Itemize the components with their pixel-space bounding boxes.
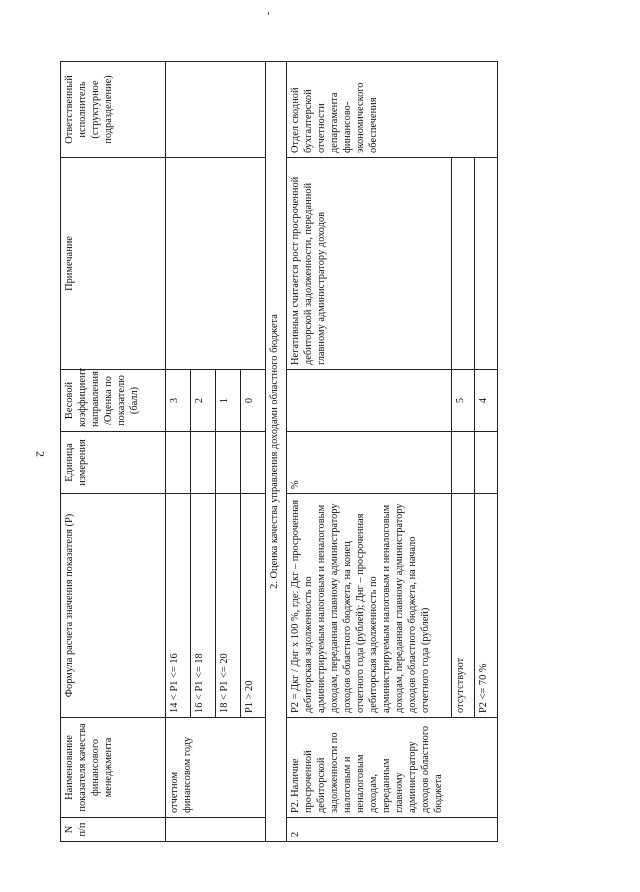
header-note: Примечание	[61, 158, 166, 370]
p2-unit-1	[452, 432, 475, 494]
header-unit: Единица измерения	[61, 432, 166, 494]
cont-unit	[191, 432, 216, 494]
cont-num	[166, 818, 266, 842]
p2-formula-2: P2 <= 70 %	[475, 494, 498, 718]
p2-score-2: 4	[475, 370, 498, 432]
cont-score-4: 0	[241, 370, 266, 432]
p2-note-2	[475, 158, 498, 370]
section-title: 2. Оценка качества управления доходами областного бюджета	[266, 62, 287, 842]
p2-note: Негативным считается рост просроченной дебиторской задолженности, переданной главному администратору доходов	[287, 158, 452, 370]
cont-score-1: 3	[166, 370, 191, 432]
cont-responsible	[166, 62, 266, 158]
cont-score-2: 2	[191, 370, 216, 432]
page-number: 2	[33, 451, 48, 457]
p2-score-1: 5	[452, 370, 475, 432]
header-responsible: Ответственный исполнитель (структурное подразделение)	[61, 62, 166, 158]
p2-formula: P2 = Дкг / Днг x 100 %, где: Дкг – просроченная дебиторская задолженность по администрируемым налоговым и неналоговым доходам, переданная главному администратору доходов областного бюджета, на конец отчетного года (рублей); Днг – просроченная дебиторская задолженность по администрируемым налоговым и неналоговым доходам, переданная главному администратору доходов областного бюджета, на начало отчетного года (рублей)	[287, 494, 452, 718]
cont-unit	[216, 432, 241, 494]
p2-responsible: Отдел сводной бухгалтерской отчетности департамента финансово-экономического обеспечения	[287, 62, 498, 158]
cont-unit	[166, 432, 191, 494]
p2-num: 2	[287, 818, 498, 842]
cont-note	[166, 158, 266, 370]
cont-unit	[241, 432, 266, 494]
cont-formula-4: P1 > 20	[241, 494, 266, 718]
p2-weight	[287, 370, 452, 432]
p2-name: P2. Наличие просроченной дебиторской задолженности по налоговым и неналоговым доходам, переданным главному администратору доходов областного бюджета	[287, 718, 498, 818]
p2-unit: %	[287, 432, 452, 494]
header-formula: Формула расчета значения показателя (P)	[61, 494, 166, 718]
indicator-table	[60, 61, 498, 842]
header-weight: Весовой коэффициент направления /Оценка по показателю (балл)	[61, 370, 166, 432]
cont-formula-1: 14 < P1 <= 16	[166, 494, 191, 718]
table-header-row	[61, 62, 166, 842]
section-row	[266, 62, 287, 842]
table-row	[166, 62, 191, 842]
p2-unit-2	[475, 432, 498, 494]
table-row	[287, 62, 452, 842]
p2-note-1	[452, 158, 475, 370]
header-num: N п/п	[61, 818, 166, 842]
cont-name: отчетном финансовом году	[166, 718, 266, 818]
p2-formula-1: отсутствуют	[452, 494, 475, 718]
cont-score-3: 1	[216, 370, 241, 432]
cont-formula-2: 16 < P1 <= 18	[191, 494, 216, 718]
header-name: Наименование показателя качества финансового менеджмента	[61, 718, 166, 818]
cont-formula-3: 18 < P1 <= 20	[216, 494, 241, 718]
